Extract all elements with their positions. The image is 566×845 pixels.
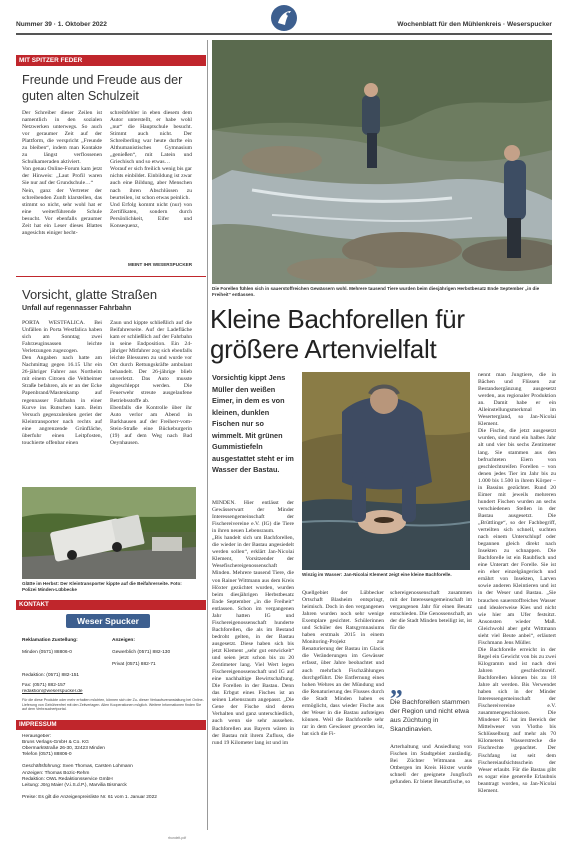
kontakt-right-row: Gewerblich (0571) 882-130 <box>112 650 171 656</box>
column-text-col2: schreibfehler in eben diesem dem Autor unterstellt, er habe wohl „nur“ die Hauptschule besucht. Stimmt auch nicht. Der Schreiberling war heute durfte ein Althumanistisches Gymnasium „genießen“, mit Latein und Griechisch und so etwas… Worauf er sich freilich wenig bis gar nichts einbildet. Einbildung ist zwar auch eine Bildung, aber Menschen nach ihren Abschlüssen zu beurteilen, ist schon etwas peinlich. Und Erfolg kommt nicht (nur) von Zertifikaten, sondern durch Persönlichkeit, Eifer und Konsequenz, <box>110 110 192 229</box>
column-divider <box>207 40 208 830</box>
main-text-col4: nennt man Jungtiere, die in Bächen und Flüssen zur Bestandsergänzung ausgesetzt werden, aus regionaler Produktion an. Damit habe er ein Alleinstellungsmerkmal im Wesertergland, so Jan-Nicolai Klement. Die Fische, die jetzt ausgesetzt wurden, sind rund ein halbes Jahr alt und vier bis sechs Zentimeter lang. Sie stammen aus den befruchteten Eiern von geschlechtsreifen Forellen – von denen jedes Tier im Jahr bis zu 1.000 bis 1.500 in ihrem Körper – in Bassins gezüchtet. Rund 20 Eimer mit jeweils mehreren hundert Fischen wurden an sechs verschiedenen Stellen in der Bastau ausgesetzt. Die „Brüttlinge“, so der Fachbegriff, verteilten sich schnell, suchten nach einem Unterschlupf oder begannen gleich direkt nach Insekten zu schnappen. Die Bachforelle ist ein Raubfisch und eine Unterart der Forelle. Sie ist ein eher einzelgängerisch und ernährt von Insekten, Larven sowie anderen Kleintieren und ist in der Weser und Bastau. „Sie brauchen sauerstoffreiches Wasser und idealerweise Kies und nicht wie hier am Ufer festsitzt. Ansonsten wieder Maß. Gleichwohl aber geht Wittmann sieht viel Beute anbei“, erläutert Fischmann Jens Müller. Die Bachforelle erreicht in der Regel ein Gewicht von bis zu zwei Kilogramm und ist nach drei Jahren geschlechtsreif. Bachforellen können bis zu 18 Jahre alt werden. Bis Verwendet haben sich in der Minder Interessengemeinschaft der Fischereivereine e.V. zusammengeschlossen. Die Mindener IG hat im Bereich der Mittelweser von Vlotho bis Schlüsselburg auf mehr als 70 Kilometern Wasserstrecke die Fischrechte gepachtet. Der Fischfang ist seit dem Fischereiaufsichtsschein der Weser erlaubt. Für die Bastau gibt es sogar eine generelle Erlaubnis beantragt worden, so Jan-Nicolai Klement. <box>478 372 556 794</box>
column-signature: MEINT IHR WESERSPUCKER <box>128 262 193 267</box>
kontakt-right-row: Anzeigen: <box>112 638 135 644</box>
kontakt-left-row: Redaktion: (0571) 882-151 <box>22 672 80 678</box>
main-text-col3b: Arterhaltung und Ansiedlung von Fischen im Stadtgebiet zuständig. Bei Züchter Wittmann aus Ottbergen im Kreis Höxter wurde schnell der geeignete Jungfisch gefunden. Er bietet Besatzfische, so <box>390 744 472 786</box>
photo-river-release <box>212 40 552 284</box>
kontakt-note: Für die diese Produkte oder mehr erhalten möchten, können sich der Zu- dieser Verkaufsveranstaltung bei Online-Lieferung von Gebührenfrei mit den Zeitverlagen. Allen Kooperationen möglich. Weitere Informationen finden Sie auf dem Verbrauchertportal. <box>22 698 204 712</box>
quote-box <box>390 671 472 738</box>
impressum-text: Herausgeber: Bruns Verlags-GmbH & Co. KG Obermarktstraße 26-30, 32423 Minden Telefon (0571) 88806-0 Geschäftsführung: Sven Thomas, Carsten Lohmann Anzeigen: Thomas Bozic-Rehm Redaktion: OWL Redaktionsservice GmbH Leitung: Jörg Maier (V.i.S.d.P.), Marvilia Bismarck Preise: Es gilt die Anzeigenpreisliste Nr. 61 vom 1. Januar 2022 <box>22 734 157 800</box>
accident-title: Vorsicht, glatte Straßen <box>22 287 158 302</box>
column-rule <box>16 276 206 277</box>
accident-subtitle: Unfall auf regennasser Fahrbahn <box>22 305 132 312</box>
kontakt-fax-left: Fax: (0571) 882-157 <box>22 683 66 688</box>
kontakt-left-row <box>22 662 122 666</box>
quote-text: Die Bachforellen stammen der Region und nicht etwa aus Züchtung in Skandinavien. <box>390 699 470 733</box>
kontakt-right <box>112 632 206 684</box>
kontakt-right-row <box>112 675 206 679</box>
kontakt-left-row: Reklamation Zustellung: <box>22 638 78 644</box>
kontakt-left-row: Minden (0571) 88806-0 <box>22 650 72 656</box>
main-text-col3: schereigenossenschaft zusammen mit der Interessengemeinschaft im vergangenen Jahr für einen Besatz entschieden. Die Genossenschaft, an der die Stadt Minden beteiligt ist, ist für die <box>390 590 472 632</box>
photo-accident <box>22 487 196 579</box>
kontakt-email-left[interactable]: redaktion@weserspucker.de <box>22 689 83 694</box>
main-text-col1: MINDEN. Hier entlässt der Gewässerwart der Minder Interessengemeinschaft der Fischereivereine e.V. (IG) die Tiere in ihren neuen Lebensraum. „Bis handelt sich um Bachforellen, die wieder in der Bastau angesiedelt werden sollen“, erklärt Jan-Nicolai Klement, Vorsitzender der Wesefischereigenossenschaft Minden. Mehrere tausend Tiere, die von Rainer Wittmann aus dem Kreis Höxter gezüchtet wurden, wurden beim diesjährigen Herbstbesatz Ende September „in die Freiheit“ entlassen. Schon im vergangenen Jahr hatten IG und Fischereigenossenschaft hunderte Bachforellen, die als im Bestand bedroht gelten, in der Bastau ausgesetzt. Diese haben sich bis jetzt Klement „sehr gut entwickelt“ und seien jetzt schon bis zu 20 Zentimeter lang. Viel Wert legen Fischereigenossenschaft und IG auf eine nachhaltige Bewirtschaftung. Die Forellen in der Bastau. Denn das Erbgut eines Fisches ist an seinen Lebensraum angepasst. „Die Gene der Fische sind deren Verhalten und ganz unterschiedlich, auch wenn sie sehr aussehen. Bachforellen aus Bayern wären in der Bastau mit ihrem Zufluss, die rund 19 Kilometer lang ist und im <box>212 500 294 746</box>
weserspucker-logo-text: Weser Spucker <box>77 616 139 626</box>
column-tag: MIT SPITZER FEDER <box>16 55 206 66</box>
kontakt-label: KONTAKT <box>16 600 206 610</box>
photo-fish-hands <box>302 372 470 570</box>
main-headline: Kleine Bachforellen für größere Artenvielfalt <box>210 304 465 364</box>
kontakt-right-row: Privat (0571) 882-71 <box>112 662 156 668</box>
issue-date: Nummer 39 · 1. Oktober 2022 <box>16 21 107 28</box>
paper-name: Wochenblatt für den Mühlenkreis · Weserspucker <box>397 21 552 28</box>
column-text-col1: Der Schreiber dieser Zeilen ist namentlich in den sozialen Netzwerken unterwegs. So auch vor geraumer Zeit auf der Plattform, die verspricht „Freunde zu bleiben“, indem man Kontakte zu längst verflossenen Schulkameraden aktiviert. Von genau Online-Forum kam jetzt der Hinweis: „Laut Profil waren Sie nur auf der Grundschule…“ Nein, ganz der Vertreter der schreibenden Zunft klarstellen, das stimmt so nicht, sehr wohl hat er eine weiterführende Schule besucht. Vor ebenfalls geraumer Zeit hat ein Leser dieses Blattes angesichts einiger hecht- <box>22 110 102 236</box>
main-text-col2: Quellgebiet der Lübbecker Ortschaft Blasheim entspringt, heimisch. Doch in den vergangenen Jahren wurden noch sehr wenige Exemplare gesichtet. Schülerinnen und Schüler des Ratsgymnasiums haben erstmals 2015 in einem Monitoring-Projekt zur Renaturierung der Bastau im Glacis die Veränderungen im Gewässer erfasst, über Jahre beobachtet und auch mehrfach Fischzählungen durchgeführt. Die Entfernung eines hohen Wehres an der Mündung und die Renaturierung des Flusses durch die Stadt Minden haben es ermöglicht, dass wieder Fische aus der Weser in die Bastau aufsteigen können. Weil die Bachforelle sehr rar in dem Gewässer geworden ist, hat sich die Fi- <box>302 590 384 737</box>
impressum-label: IMPRESSUM <box>16 720 206 730</box>
column-title: Freunde und Freude aus der guten alten Schulzeit <box>22 73 183 103</box>
accident-text-col2: Zaun und kippte schließlich auf die Beifahrerseite. Auf der Ladefläche kam er schließlich auf der Fahrbahn in seine Endposition. Ein 24-jähriger Mitfahrer zog sich ebenfalls leichte Blessuren zu und wurde vor Ort durch Rettungskräfte ambulant behandelt. Der 26-jährige blieb unverletzt. Das Auto musste abgeschleppt werden. Die Feuerwehr streute ausgelaufene Betriebsstoffe ab. Ebenfalls die Kontrolle über ihr Auto verlor am Abend in Barkhausen auf der Freiherr-vom-Stein-Straße eine Bückeburgerin (19) auf dem Weg nach Bad Oeynhausen. <box>110 320 192 446</box>
accident-caption: Glätte im Herbst: Der Kleintransporter kippte auf die Beifahrerseite. Foto: Polizei Minden-Lübbecke <box>22 581 182 592</box>
footer-mark: rbundelt-pdf <box>168 836 187 840</box>
kontakt-left <box>22 632 122 684</box>
header-rule <box>16 33 552 35</box>
accident-text-col1: PORTA WESTFALICA. Bei Unfällen in Porta Westfalica haben sich am Sonntag zwei Fahrzeuginsassen leichte Verletzungen zugezogen. Den Angaben nach hatte am Nachmittag gegen 16.15 Uhr ein 26-jähriger Fahrer aus Northeim mit einem Citroen die Veltheimer Straße befahren, als er an der Ecke Papenbrand/Mastenkamp auf regennasser Fahrbahn in einer Kurve ins Rutschen kam. Beim Versuch gegenzulenken geriet der Kleintransporter nach rechts auf eine angrenzende Grünfläche, überfuhr einen Leitpfosten, touchierte offenbar einen <box>22 320 102 446</box>
quote-mark-icon: „ <box>390 671 403 700</box>
photo2-caption: Winzig im Wasser: Jan-Nicolai Klement zeigt eine kleine Bachforelle. <box>302 572 452 577</box>
photo1-caption: Die Forellen fühlen sich in sauerstoffreichen Gewässern wohl. Mehrere tausend Tiere wurden beim diesjährigen Herbstbesatz Ende September „in die Freiheit“ entlassen. <box>212 286 540 297</box>
main-lead: Vorsichtig kippt Jens Müller den weißen Eimer, in dem es von kleinen, dunklen Fischen nur so wimmelt. Mit grünen Gummistiefeln ausgestattet steht er im Wasser der Bastau. <box>212 373 294 474</box>
masthead-logo-icon <box>270 4 298 32</box>
weserspucker-logo <box>66 614 150 628</box>
